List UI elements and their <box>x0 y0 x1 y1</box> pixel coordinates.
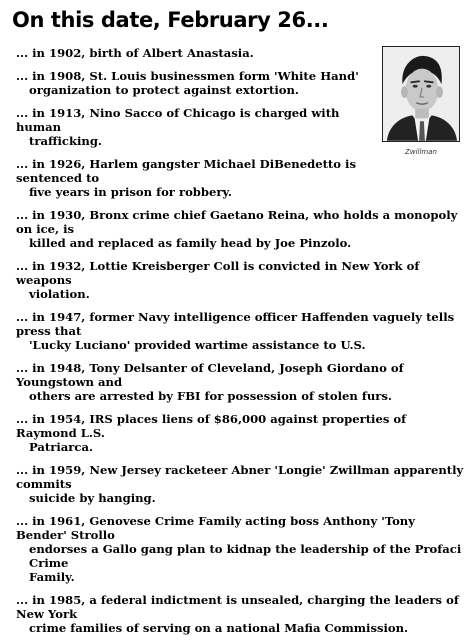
list-item <box>16 208 468 250</box>
list-item <box>16 593 468 635</box>
list-item <box>16 514 468 584</box>
event-text-line: five years in prison for robbery. <box>29 185 232 199</box>
event-text-line: birth of Albert Anastasia. <box>89 46 254 60</box>
list-item <box>16 412 468 454</box>
event-text-line: Harlem gangster Michael DiBenedetto is sentenced to <box>16 157 356 185</box>
event-year: ... in 1959, <box>16 463 86 477</box>
event-text-line: New Jersey racketeer Abner 'Longie' Zwillman apparently commits <box>16 463 464 491</box>
photo-caption: Zwillman <box>405 148 437 156</box>
event-text-line: IRS places liens of $86,000 against properties of Raymond L.S. <box>16 412 407 440</box>
event-year: ... in 1932, <box>16 259 86 273</box>
event-text-line: Tony Delsanter of Cleveland, Joseph Giordano of Youngstown and <box>16 361 404 389</box>
event-text-line: a federal indictment is unsealed, charging the leaders of New York <box>16 593 459 621</box>
event-text-line: killed and replaced as family head by Joe Pinzolo. <box>29 236 352 250</box>
event-year: ... in 1913, <box>16 106 86 120</box>
event-year: ... in 1908, <box>16 69 86 83</box>
event-year: ... in 1985, <box>16 593 86 607</box>
event-text-line: others are arrested by FBI for possession of stolen furs. <box>29 389 392 403</box>
event-text-line: endorses a Gallo gang plan to kidnap the leadership of the Profaci Crime <box>29 542 462 570</box>
event-year: ... in 1926, <box>16 157 86 171</box>
event-text-line: Patriarca. <box>29 440 94 454</box>
list-item <box>16 361 468 403</box>
event-text-line: Genovese Crime Family acting boss Anthony 'Tony Bender' Strollo <box>16 514 415 542</box>
list-item <box>16 310 468 352</box>
list-item <box>16 106 376 148</box>
event-year: ... in 1947, <box>16 310 86 324</box>
list-item <box>16 157 376 199</box>
event-text-line: crime families of serving on a national Mafia Commission. <box>29 621 409 635</box>
event-text-line: Lottie Kreisberger Coll is convicted in New York of weapons <box>16 259 420 287</box>
event-text-line: organization to protect against extortion. <box>29 83 299 97</box>
event-text-line: trafficking. <box>29 134 102 148</box>
event-year: ... in 1961, <box>16 514 86 528</box>
event-year: ... in 1948, <box>16 361 86 375</box>
list-item <box>16 463 468 505</box>
event-text-line: Bronx crime chief Gaetano Reina, who holds a monopoly on ice, is <box>16 208 458 236</box>
event-year: ... in 1902, <box>16 46 86 60</box>
page-title: On this date, February 26... <box>12 8 329 32</box>
list-item <box>16 259 468 301</box>
list-item <box>16 69 376 97</box>
event-text-line: violation. <box>29 287 90 301</box>
event-list <box>16 46 468 644</box>
event-year: ... in 1930, <box>16 208 86 222</box>
event-text-line: Family. <box>29 570 75 584</box>
event-text-line: St. Louis businessmen form 'White Hand' <box>89 69 359 83</box>
list-item <box>16 46 376 60</box>
event-text-line: Nino Sacco of Chicago is charged with human <box>16 106 340 134</box>
event-text-line: suicide by hanging. <box>29 491 156 505</box>
event-year: ... in 1954, <box>16 412 86 426</box>
event-text-line: 'Lucky Luciano' provided wartime assistance to U.S. <box>29 338 366 352</box>
event-text-line: former Navy intelligence officer Haffenden vaguely tells press that <box>16 310 455 338</box>
